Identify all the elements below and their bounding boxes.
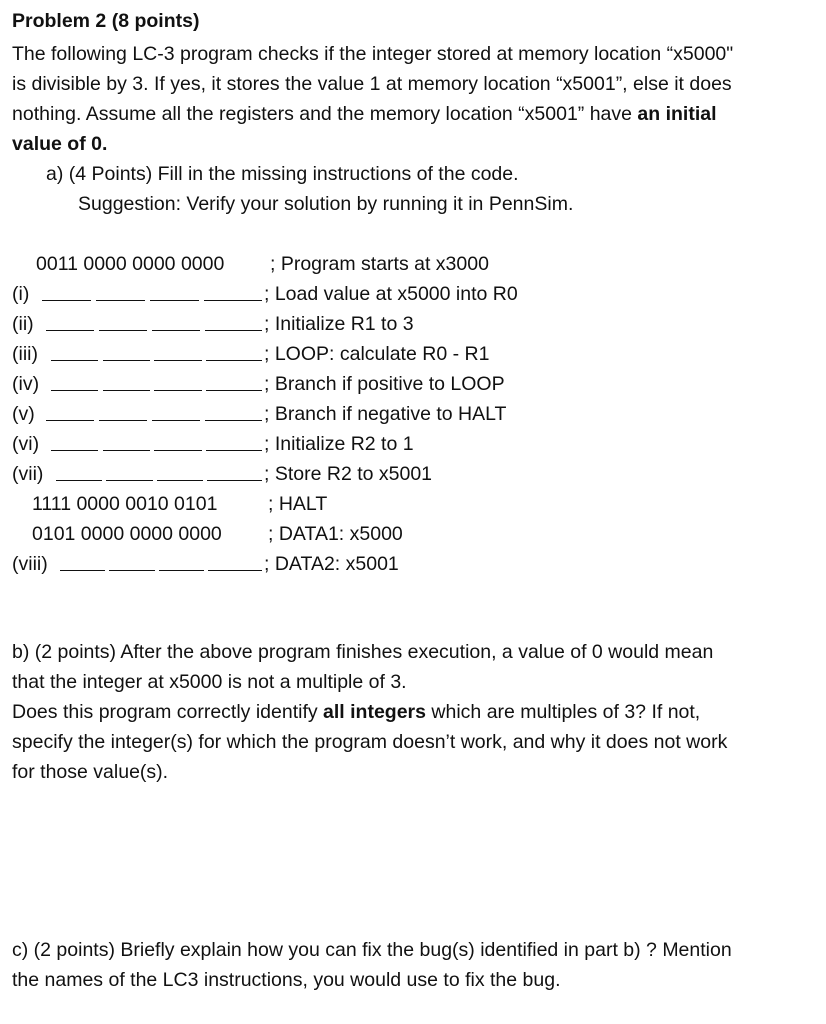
part-c-line-1: c) (2 points) Briefly explain how you can fix the bug(s) identified in part b) ? Mention [12, 939, 732, 961]
blank-segment [207, 480, 262, 481]
code-row-label: (iv) [12, 373, 40, 395]
part-b-line-3-text: Does this program correctly identify [12, 701, 324, 723]
blank-segment [205, 420, 262, 421]
blank-segment [150, 300, 199, 301]
part-c-line-2: the names of the LC3 instructions, you would use to fix the bug. [12, 969, 561, 991]
blank-segment [103, 450, 150, 451]
intro-line-2: is divisible by 3. If yes, it stores the value 1 at memory location “x5001”, else it does [12, 73, 732, 95]
code-row-comment: ; HALT [268, 493, 328, 515]
blank-segment [51, 360, 98, 361]
intro-line-4-bold: value of 0. [12, 133, 108, 155]
blank-segment [208, 570, 262, 571]
blank-segment [154, 390, 201, 391]
part-b-line-1: b) (2 points) After the above program finishes execution, a value of 0 would mean [12, 641, 714, 663]
blank-segment [159, 570, 204, 571]
code-row-label: (ii) [12, 313, 34, 335]
blank-segment [154, 450, 201, 451]
blank-segment [204, 300, 262, 301]
part-a-heading: a) (4 Points) Fill in the missing instructions of the code. [46, 163, 519, 185]
blank-segment [42, 300, 91, 301]
code-row-comment: ; Branch if positive to LOOP [264, 373, 505, 395]
blank-segment [152, 330, 200, 331]
code-row-comment: ; Program starts at x3000 [270, 253, 489, 275]
code-row-label: (vi) [12, 433, 40, 455]
blank-segment [60, 570, 105, 571]
part-b-line-2: that the integer at x5000 is not a multiple of 3. [12, 671, 407, 693]
code-row-comment: ; DATA2: x5001 [264, 553, 399, 575]
code-row-comment: ; Initialize R2 to 1 [264, 433, 414, 455]
code-row-comment: ; LOOP: calculate R0 - R1 [264, 343, 490, 365]
part-b-line-3 [12, 700, 700, 724]
intro-line-3-text: nothing. Assume all the registers and the memory location “x5001” have [12, 103, 638, 125]
blank-segment [206, 390, 262, 391]
code-row-comment: ; Store R2 to x5001 [264, 463, 433, 485]
code-row-comment: ; Load value at x5000 into R0 [264, 283, 518, 305]
blank-segment [103, 360, 150, 361]
code-row-comment: ; Initialize R1 to 3 [264, 313, 414, 335]
intro-line-3 [12, 102, 717, 126]
blank-segment [152, 420, 200, 421]
blank-segment [96, 300, 145, 301]
blank-segment [157, 480, 203, 481]
blank-segment [46, 420, 94, 421]
blank-segment [99, 330, 147, 331]
part-a-suggestion: Suggestion: Verify your solution by running it in PennSim. [78, 193, 574, 215]
part-b-line-3-bold: all integers [323, 701, 426, 723]
blank-segment [205, 330, 262, 331]
code-row-label: (v) [12, 403, 35, 425]
code-row-binary: 1111 0000 0010 0101 [32, 493, 218, 515]
part-b-line-4: specify the integer(s) for which the program doesn’t work, and why it does not work [12, 731, 728, 753]
code-row-binary: 0011 0000 0000 0000 [36, 253, 225, 275]
blank-segment [46, 330, 94, 331]
code-row-label: (i) [12, 283, 30, 305]
blank-segment [51, 450, 98, 451]
intro-line-3-bold: an initial [637, 103, 717, 125]
part-b-line-3-suffix: which are multiples of 3? If not, [426, 701, 701, 723]
blank-segment [109, 570, 154, 571]
part-b-line-5: for those value(s). [12, 761, 169, 783]
code-row-label: (viii) [12, 553, 48, 575]
blank-segment [206, 360, 262, 361]
blank-segment [106, 480, 152, 481]
code-row-binary: 0101 0000 0000 0000 [32, 523, 222, 545]
blank-segment [206, 450, 262, 451]
intro-line-1: The following LC-3 program checks if the integer stored at memory location “x5000" [12, 43, 734, 65]
code-row-comment: ; Branch if negative to HALT [264, 403, 507, 425]
blank-segment [51, 390, 98, 391]
blank-segment [154, 360, 201, 361]
problem-title: Problem 2 (8 points) [12, 10, 200, 32]
blank-segment [56, 480, 102, 481]
code-row-label: (vii) [12, 463, 44, 485]
code-row-comment: ; DATA1: x5000 [268, 523, 403, 545]
code-row-label: (iii) [12, 343, 38, 365]
blank-segment [103, 390, 150, 391]
blank-segment [99, 420, 147, 421]
